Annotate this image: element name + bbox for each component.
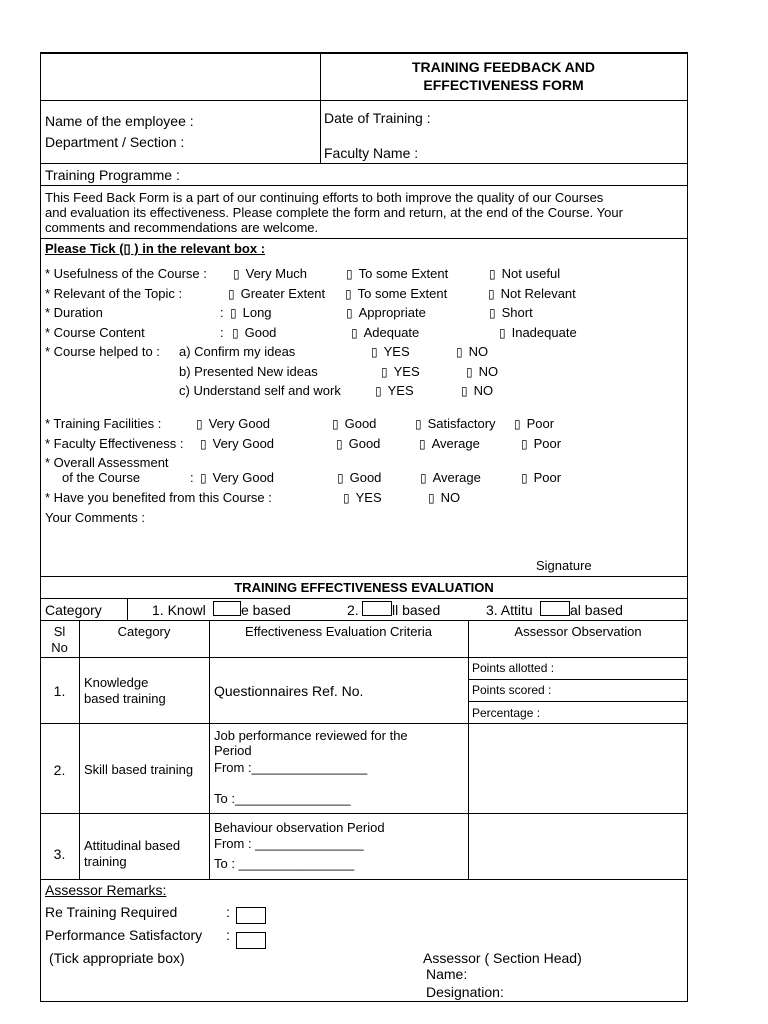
overall-good[interactable] <box>337 470 381 485</box>
row1-points-allotted: Points allotted : <box>472 661 555 675</box>
line-programme-bottom <box>40 185 688 186</box>
row1-category-line2: based training <box>84 691 166 706</box>
option-label: Satisfactory <box>427 416 496 431</box>
checkbox-icon: ▯ <box>232 326 239 340</box>
benefited-yes[interactable] <box>343 490 382 505</box>
overall-average[interactable] <box>420 470 481 485</box>
performance-colon: : <box>226 927 230 943</box>
checkbox-icon: ▯ <box>337 471 344 485</box>
helped-option-b: b) Presented New ideas <box>179 364 318 379</box>
checkbox-icon: ▯ <box>488 287 495 301</box>
row3-criteria-line1: Behaviour observation Period <box>214 820 385 835</box>
option-label: NO <box>468 344 489 359</box>
form-title-line2: EFFECTIVENESS FORM <box>423 77 584 93</box>
question-benefited: * Have you benefited from this Course : <box>45 490 272 505</box>
overall-colon: : <box>190 470 194 485</box>
benefited-no[interactable] <box>428 490 460 505</box>
category-divider <box>127 598 128 620</box>
row1-points-scored: Points scored : <box>472 683 552 697</box>
border-bottom <box>40 1001 688 1002</box>
performance-label: Performance Satisfactory <box>45 927 203 943</box>
line-intro-bottom <box>40 238 688 239</box>
line-category-bottom <box>40 620 688 621</box>
line-row1-bottom <box>40 723 688 724</box>
option-not-relevant[interactable] <box>488 286 576 301</box>
your-comments-label: Your Comments : <box>45 510 145 525</box>
facilities-very-good[interactable] <box>196 416 270 431</box>
option-label: NO <box>473 383 494 398</box>
line-obs-1 <box>468 679 688 680</box>
row1-percentage: Percentage : <box>472 706 541 720</box>
option-adequate[interactable] <box>351 325 419 340</box>
question-usefulness: * Usefulness of the Course : <box>45 266 207 281</box>
retraining-label: Re Training Required <box>45 904 178 920</box>
option-label: Long <box>242 305 272 320</box>
option-label: Good <box>344 416 377 431</box>
checkbox-icon: ▯ <box>196 417 203 431</box>
row2-criteria-line2: Period <box>214 743 252 758</box>
row1-category-line1: Knowledge <box>84 675 149 690</box>
checkbox-icon: ▯ <box>499 326 506 340</box>
faculty-poor[interactable] <box>521 436 561 451</box>
line-table-header-bottom <box>40 657 688 658</box>
option-label: To some Extent <box>358 266 449 281</box>
col-header-sl: Sl <box>53 624 66 639</box>
category-checkbox-2[interactable] <box>362 601 392 616</box>
checkbox-icon: ▯ <box>489 267 496 281</box>
option-label: Greater Extent <box>240 286 326 301</box>
checkbox-icon: ▯ <box>489 306 496 320</box>
assessor-remarks-label: Assessor Remarks: <box>45 882 167 898</box>
checkbox-icon: ▯ <box>456 345 463 359</box>
checkbox-icon: ▯ <box>233 267 240 281</box>
training-programme-label: Training Programme : <box>45 167 180 183</box>
checkbox-icon: ▯ <box>343 491 350 505</box>
option-label: Good <box>348 436 381 451</box>
option-label: Poor <box>526 416 555 431</box>
question-training-facilities: * Training Facilities : <box>45 416 162 431</box>
duration-colon: : <box>220 305 224 320</box>
row2-category: Skill based training <box>84 762 194 777</box>
row3-category-line2: training <box>84 854 127 869</box>
tick-box-note: (Tick appropriate box) <box>49 950 185 966</box>
evaluation-title: TRAINING EFFECTIVENESS EVALUATION <box>234 580 494 595</box>
option-label: Short <box>501 305 533 320</box>
checkbox-icon: ▯ <box>332 417 339 431</box>
option-label: NO <box>440 490 461 505</box>
checkbox-icon: ▯ <box>345 287 352 301</box>
question-faculty-effectiveness: * Faculty Effectiveness : <box>45 436 184 451</box>
option-appropriate[interactable] <box>346 305 426 320</box>
checkbox-icon: ▯ <box>228 287 235 301</box>
facilities-satisfactory[interactable] <box>415 416 496 431</box>
category-option-3-tail: al based <box>570 602 623 618</box>
employee-name-label: Name of the employee : <box>45 113 194 129</box>
checkbox-icon: ▯ <box>420 471 427 485</box>
checkbox-icon: ▯ <box>419 437 426 451</box>
question-course-helped: * Course helped to : <box>45 344 160 359</box>
row2-from: From :________________ <box>214 760 368 775</box>
content-colon: : <box>220 325 224 340</box>
checkbox-icon: ▯ <box>521 471 528 485</box>
option-some-extent-2[interactable] <box>345 286 447 301</box>
facilities-poor[interactable] <box>514 416 554 431</box>
question-relevant: * Relevant of the Topic : <box>45 286 183 301</box>
intro-text-line1: This Feed Back Form is a part of our continuing efforts to both improve the quality of our Courses <box>45 190 604 205</box>
helped-c-yes[interactable] <box>375 383 414 398</box>
option-label: YES <box>387 383 414 398</box>
option-short[interactable] <box>489 305 533 320</box>
option-not-useful[interactable] <box>489 266 560 281</box>
helped-b-yes[interactable] <box>381 364 420 379</box>
row3-category-line1: Attitudinal based <box>84 838 181 853</box>
option-inadequate[interactable] <box>499 325 577 340</box>
question-overall-assessment: * Overall Assessment <box>45 455 169 470</box>
row3-from: From : _______________ <box>214 836 364 851</box>
category-checkbox-1[interactable] <box>213 601 241 616</box>
performance-checkbox[interactable] <box>236 932 266 949</box>
checkbox-icon: ▯ <box>371 345 378 359</box>
checkbox-icon: ▯ <box>336 437 343 451</box>
faculty-good[interactable] <box>336 436 380 451</box>
checkbox-icon: ▯ <box>351 326 358 340</box>
checkbox-icon: ▯ <box>514 417 521 431</box>
option-label: YES <box>355 490 382 505</box>
faculty-average[interactable] <box>419 436 480 451</box>
option-label: Appropriate <box>358 305 426 320</box>
checkbox-icon: ▯ <box>466 365 473 379</box>
line-obs-2 <box>468 701 688 702</box>
option-label: Adequate <box>363 325 420 340</box>
date-of-training-label: Date of Training : <box>324 110 431 126</box>
helped-option-a: a) Confirm my ideas <box>179 344 296 359</box>
option-label: YES <box>383 344 410 359</box>
option-label: To some Extent <box>357 286 448 301</box>
helped-a-no[interactable] <box>456 344 488 359</box>
checkbox-icon: ▯ <box>230 306 237 320</box>
overall-poor[interactable] <box>521 470 561 485</box>
category-option-2-tail: ll based <box>392 602 441 618</box>
category-label: Category <box>45 602 102 618</box>
retraining-colon: : <box>226 904 230 920</box>
category-checkbox-3[interactable] <box>540 601 570 616</box>
assessor-name-label: Name: <box>426 966 468 982</box>
tick-instruction: Please Tick (▯ ) in the relevant box : <box>45 241 266 256</box>
option-very-much[interactable] <box>233 266 307 281</box>
option-label: Poor <box>533 470 562 485</box>
option-long[interactable] <box>230 305 272 320</box>
checkbox-icon: ▯ <box>200 437 207 451</box>
option-label: Poor <box>533 436 562 451</box>
option-label: Very Good <box>208 416 271 431</box>
col-line-category <box>209 620 210 879</box>
col-header-observation: Assessor Observation <box>514 624 642 639</box>
helped-b-no[interactable] <box>466 364 498 379</box>
option-label: YES <box>393 364 420 379</box>
option-label: Very Good <box>212 436 275 451</box>
row1-number: 1. <box>53 683 66 699</box>
option-label: Average <box>431 436 480 451</box>
question-course-content: * Course Content <box>45 325 145 340</box>
option-label: Inadequate <box>511 325 577 340</box>
checkbox-icon: ▯ <box>200 471 207 485</box>
retraining-checkbox[interactable] <box>236 907 266 924</box>
line-feedback-bottom <box>40 576 688 577</box>
category-option-1: 1. Knowl <box>152 602 206 618</box>
checkbox-icon: ▯ <box>461 384 468 398</box>
helped-c-no[interactable] <box>461 383 493 398</box>
overall-very-good[interactable] <box>200 470 274 485</box>
option-label: NO <box>478 364 499 379</box>
category-option-2: 2. <box>347 602 359 618</box>
checkbox-icon: ▯ <box>346 306 353 320</box>
border-top <box>40 52 688 54</box>
facilities-good[interactable] <box>332 416 376 431</box>
option-label: Good <box>349 470 382 485</box>
option-some-extent[interactable] <box>346 266 448 281</box>
option-label: Not useful <box>501 266 561 281</box>
line-row2-bottom <box>40 813 688 814</box>
intro-text-line3: comments and recommendations are welcome. <box>45 220 319 235</box>
checkbox-icon: ▯ <box>381 365 388 379</box>
option-label: Very Much <box>245 266 308 281</box>
line-row3-bottom <box>40 879 688 880</box>
question-overall-assessment-2: of the Course <box>62 470 141 485</box>
form-title-line1: TRAINING FEEDBACK AND <box>411 59 596 75</box>
faculty-name-label: Faculty Name : <box>324 145 419 161</box>
col-line-criteria <box>468 620 469 879</box>
option-label: Very Good <box>212 470 275 485</box>
intro-text-line2: and evaluation its effectiveness. Please complete the form and return, at the end of the Course. Your <box>45 205 623 220</box>
option-label: Good <box>244 325 277 340</box>
line-eval-title-bottom <box>40 598 688 599</box>
option-greater-extent[interactable] <box>228 286 325 301</box>
checkbox-icon: ▯ <box>346 267 353 281</box>
checkbox-icon: ▯ <box>428 491 435 505</box>
row3-number: 3. <box>53 846 66 862</box>
faculty-very-good[interactable] <box>200 436 274 451</box>
option-label: Not Relevant <box>500 286 576 301</box>
question-duration: * Duration <box>45 305 103 320</box>
category-option-1-tail: e based <box>241 602 291 618</box>
option-good[interactable] <box>232 325 276 340</box>
assessor-section-head: Assessor ( Section Head) <box>423 950 582 966</box>
col-header-no: No <box>51 640 68 655</box>
row2-number: 2. <box>53 762 66 778</box>
line-employee-bottom <box>40 163 688 164</box>
row1-criteria: Questionnaires Ref. No. <box>214 683 364 699</box>
assessor-designation-label: Designation: <box>426 984 504 1000</box>
col-line-sl <box>79 620 80 879</box>
checkbox-icon: ▯ <box>375 384 382 398</box>
helped-option-c: c) Understand self and work <box>179 383 341 398</box>
helped-a-yes[interactable] <box>371 344 410 359</box>
col-header-category: Category <box>117 624 171 639</box>
border-right <box>687 52 688 1002</box>
line-title-bottom <box>40 100 688 101</box>
checkbox-icon: ▯ <box>415 417 422 431</box>
row2-criteria-line1: Job performance reviewed for the <box>214 728 408 743</box>
signature-label: Signature <box>536 558 592 573</box>
row3-to: To : ________________ <box>214 856 355 871</box>
row2-to: To :________________ <box>214 791 351 806</box>
department-label: Department / Section : <box>45 134 185 150</box>
col-header-criteria: Effectiveness Evaluation Criteria <box>245 624 432 639</box>
checkbox-icon: ▯ <box>521 437 528 451</box>
option-label: Average <box>432 470 481 485</box>
category-option-3: 3. Attitu <box>486 602 533 618</box>
